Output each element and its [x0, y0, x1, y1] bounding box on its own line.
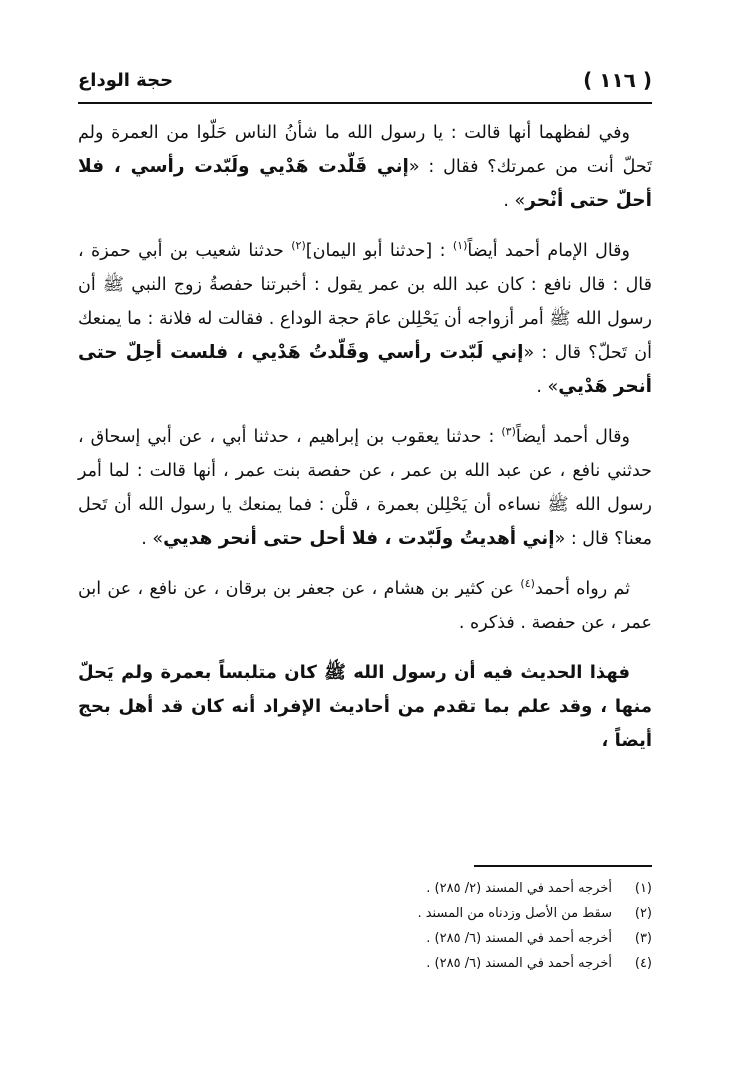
text-run: حدثنا شعيب بن أبي حمزة ، قال : قال نافع : كان عبد الله بن عمر يقول : أخبرتنا حفصةُ زوج النبي ﷺ أن رسول الله ﷺ أمر أزواجه أن يَحْلِلن عامَ حجة الوداع . فقالت له فلانة : ما يمنعك أن تَحلّ؟ قال : « [78, 241, 652, 363]
text-run: : [حدثنا أبو اليمان] [305, 241, 453, 261]
footnote-number: (٣) [634, 931, 652, 946]
hadith-quote: إني قَلّدت هَدْيي ولَبّدت رأسي ، فلا أحلّ حتى أنْحر [78, 156, 652, 211]
footnote-text: أخرجه أحمد في المسند (٦/ ٢٨٥) . [426, 956, 612, 971]
page-number: ( ١١٦ ) [583, 68, 652, 92]
page-header [78, 64, 652, 104]
paragraph [78, 420, 652, 556]
text-run: : حدثنا يعقوب بن إبراهيم ، حدثنا أبي ، عن أبي إسحاق ، حدثني نافع ، عن عبد الله بن عمر ، عن حفصة بنت عمر ، أنها قالت : لما أمر رسول الله ﷺ نساءه أن يَحْلِلن بعمرة ، قلْن : فما يمنعك يا رسول الله أن تَحل معنا؟ قال : « [78, 427, 652, 549]
footnote [78, 951, 652, 976]
footnote-number: (١) [634, 881, 652, 896]
text-run: عن كثير بن هشام ، عن جعفر بن برقان ، عن نافع ، عن ابن عمر ، عن حفصة . فذكره . [78, 579, 652, 633]
body-text [78, 116, 652, 758]
footnote-number: (٤) [634, 956, 652, 971]
footnote-marker: (٣) [501, 425, 516, 439]
paragraph [78, 116, 652, 218]
text-run: » . [141, 529, 164, 549]
footnote-marker: (٢) [291, 239, 306, 253]
footnote-text: أخرجه أحمد في المسند (٢/ ٢٨٥) . [426, 881, 612, 896]
footnote-text: أخرجه أحمد في المسند (٦/ ٢٨٥) . [426, 931, 612, 946]
text-run: وقال أحمد أيضاً [515, 427, 630, 447]
text-run: وقال الإمام أحمد أيضاً [467, 241, 630, 261]
footnote-divider [474, 865, 652, 867]
footnote [78, 876, 652, 901]
hadith-quote: إني لَبّدت رأسي وقَلّدتُ هَدْيي ، فلست أحِلّ حتى أنحر هَدْيي [78, 342, 652, 397]
text-run: وفي لفظهما أنها قالت : يا رسول الله ما شأنُ الناس حَلّوا من العمرة ولم تَحلّ أنت من عمرتك؟ فقال : « [78, 123, 652, 177]
footnote-number: (٢) [634, 906, 652, 921]
book-page [78, 64, 652, 1004]
footnote-text: سقط من الأصل وزدناه من المسند . [417, 906, 612, 921]
hadith-quote: إني أهديتُ ولَبّدت ، فلا أحل حتى أنحر هديي [163, 528, 555, 549]
text-run: ثم رواه أحمد [534, 579, 630, 599]
running-title: حجة الوداع [78, 70, 174, 91]
footnote [78, 926, 652, 951]
paragraph [78, 234, 652, 404]
text-run: » . [503, 191, 526, 211]
footnote-marker: (٤) [520, 577, 535, 591]
footnotes [78, 876, 652, 976]
conclusion-paragraph: فهذا الحديث فيه أن رسول الله ﷺ كان متلبساً بعمرة ولم يَحلّ منها ، وقد علم بما تقدم من أحاديث الإفراد أنه كان قد أهل بحج أيضاً ، [78, 662, 652, 751]
footnote-marker: (١) [452, 239, 468, 253]
text-run: » . [536, 377, 559, 397]
footnote [78, 901, 652, 926]
paragraph [78, 572, 652, 640]
